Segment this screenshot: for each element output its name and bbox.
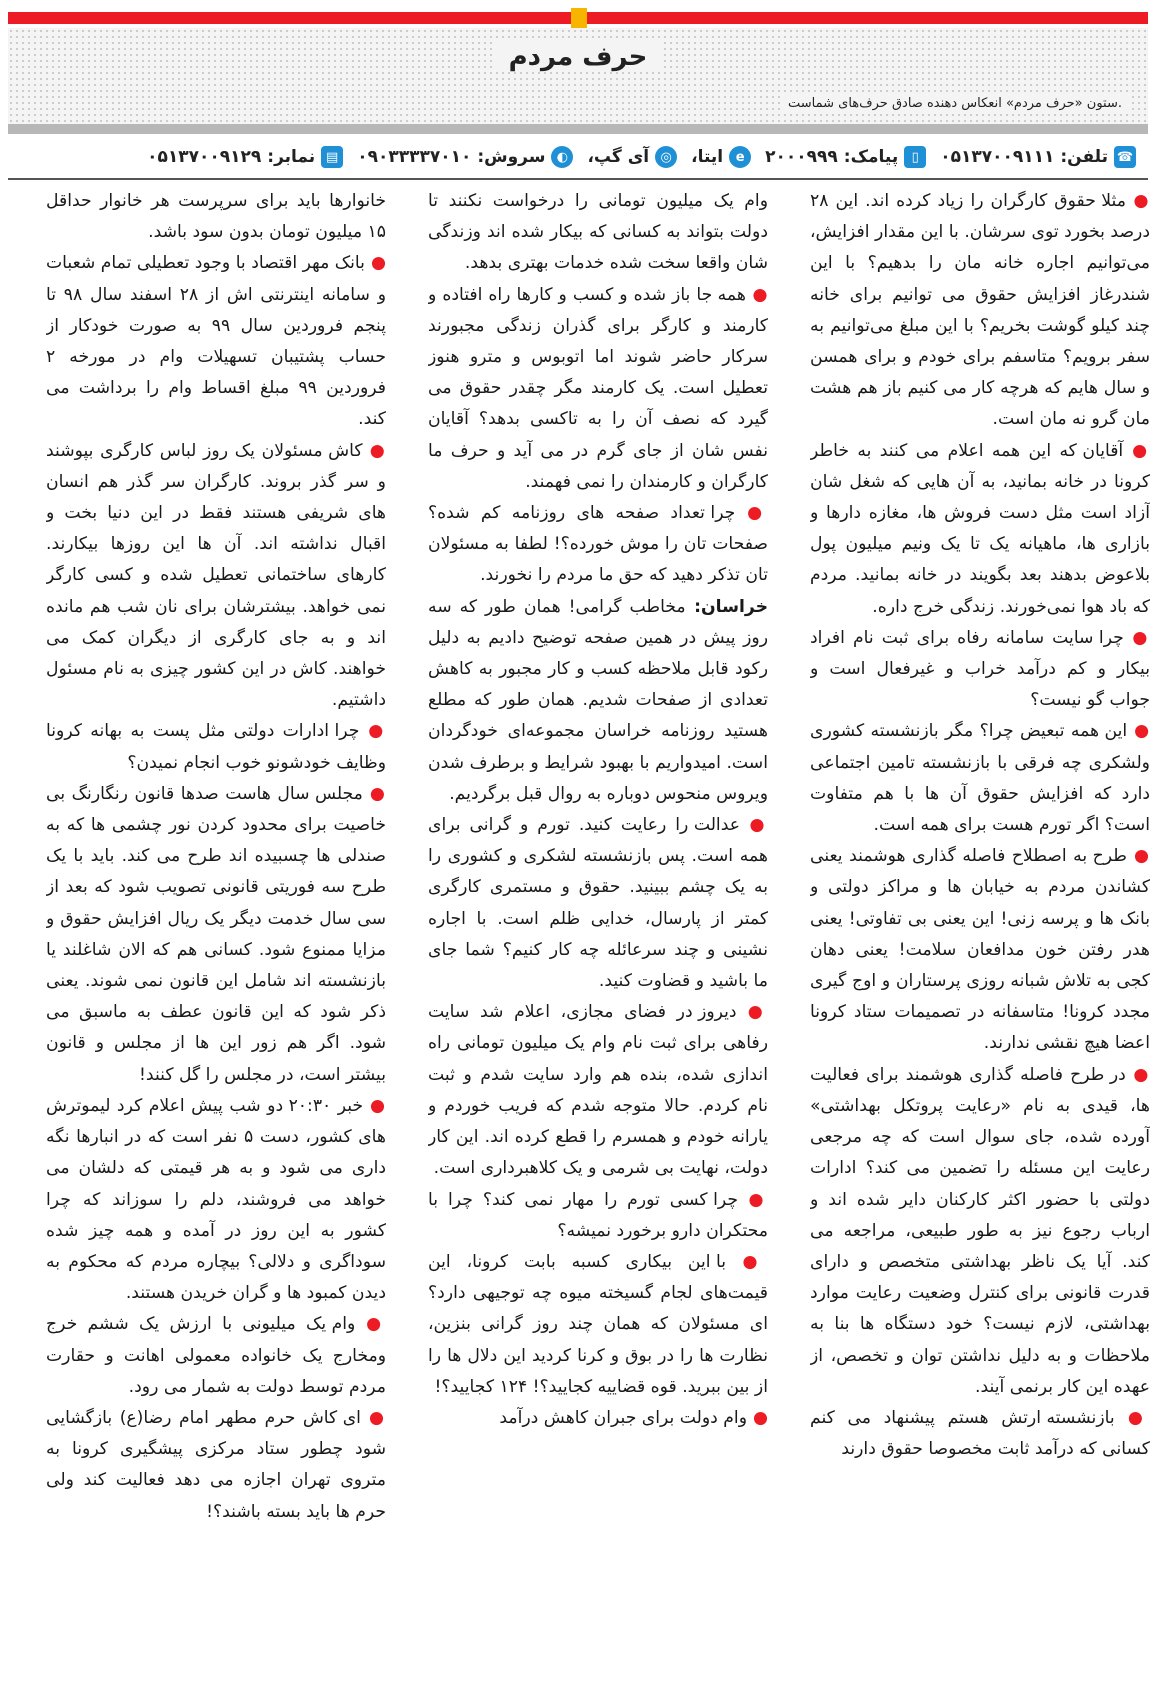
header-divider	[8, 124, 1148, 134]
comment-paragraph	[46, 779, 386, 1091]
contact-value: ۰۵۱۳۷۰۰۹۱۱۱	[940, 147, 1055, 167]
contact-label: آی گپ،	[587, 147, 650, 167]
comment-paragraph	[46, 1091, 386, 1309]
bullet-icon: ●	[1127, 721, 1150, 742]
comment-text: چرا سایت سامانه رفاه برای ثبت نام افراد بیکار و کم درآمد خراب و غیرفعال است و جواب گو نیست؟	[810, 627, 1150, 711]
contact-label: تلفن:	[1060, 147, 1108, 167]
contact-igap	[587, 146, 677, 168]
reply-label: خراسان:	[685, 596, 768, 617]
sms-icon: ▯	[904, 146, 926, 168]
bullet-icon: ●	[737, 1189, 768, 1210]
bullet-icon: ●	[745, 284, 768, 305]
comment-text: با این بیکاری کسبه بابت کرونا، این قیمت‌های لجام گسیخته میوه چه توجیهی دارد؟ ای مسئولان که همان چند روز گرانی بنزین، نظارت ها را در بوق و کرنا کردید این دلال ها را از بین ببرید. قوه قضاییه کجایید؟! ۱۲۴ کجایید؟!	[428, 1251, 768, 1397]
comment-text: بانک مهر اقتصاد با وجود تعطیلی تمام شعبات و سامانه اینترنتی اش از ۲۸ اسفند سال ۹۸ تا پنجم فروردین سال ۹۹ به صورت خودکار از حساب پشتیبان تسهیلات وام در مورخه ۲ فروردین ۹۹ مبلغ اقساط وام را برداشت می کند.	[46, 253, 386, 430]
comment-paragraph	[810, 186, 1150, 436]
comment-text: وام یک میلیون تومانی را درخواست نکنند تا دولت بتواند به کسانی که بیکار شده اند وزندگی شان واقعا سخت شده خدمات بهتری بدهد.	[428, 191, 768, 274]
comment-text: بازنشسته ارتش هستم پیشنهاد می کنم کسانی که درآمد ثابت مخصوصا حقوق دارند	[810, 1407, 1150, 1460]
contact-label: نمابر:	[267, 147, 316, 167]
bullet-icon: ●	[747, 1407, 768, 1428]
bullet-icon: ●	[1125, 191, 1150, 211]
comment-paragraph	[810, 1060, 1150, 1403]
comment-text: عدالت را رعایت کنید. تورم و گرانی برای همه است. پس بازنشسته لشکری و کشوری را به یک چشم ببینید. حقوق و مستمری کارگری کمتر از پارسال، خدایی ظلم است. با اجاره نشینی و چند سرعائله چه کار کنیم؟ شما جای ما باشید و قضاوت کنید.	[428, 815, 768, 992]
article-columns	[18, 186, 1150, 1686]
bullet-icon: ●	[735, 503, 768, 524]
bullet-icon: ●	[736, 1002, 768, 1023]
comment-paragraph	[46, 716, 386, 778]
column-1	[810, 186, 1150, 1686]
contact-sms	[765, 146, 926, 168]
igap-icon: ◎	[655, 146, 677, 168]
bullet-icon: ●	[364, 253, 386, 274]
section-header	[8, 28, 1148, 124]
comment-paragraph	[428, 280, 768, 498]
bullet-icon: ●	[740, 815, 768, 836]
page-title: حرف مردم	[8, 42, 1148, 72]
comment-paragraph	[46, 1309, 386, 1403]
comment-text: خانوارها باید برای سرپرست هر خانوار حداقل ۱۵ میلیون تومان بدون سود باشد.	[46, 191, 386, 243]
bullet-icon: ●	[1123, 440, 1150, 461]
comment-paragraph	[428, 1247, 768, 1403]
contact-value: ۰۹۰۳۳۳۳۷۰۱۰	[357, 147, 472, 167]
comment-paragraph	[46, 186, 386, 248]
bullet-icon: ●	[1123, 627, 1150, 648]
bullet-icon: ●	[1125, 1064, 1150, 1085]
contact-label: پیامک:	[843, 147, 899, 167]
column-2	[428, 186, 768, 1686]
comment-paragraph	[46, 436, 386, 717]
comment-text: مجلس سال هاست صدها قانون رنگارنگ بی خاصیت برای محدود کردن نور چشمی ها که به صندلی ها چسبیده اند طرح می کند. باید با یک طرح سه فوریتی قانونی تصویب شود که بعد از سی سال خدمت دیگر یک ریال افزایش حقوق و مزایا ممنوع شود. کسانی هم که الان شاغلند یا بازنشسته اند شامل این قانون نمی شوند. یعنی ذکر شود که این قانون عطف به ماسبق می شود. اگر هم زور این ها از مجلس و قانون بیشتر است، در مجلس را گل کنند!	[46, 783, 386, 1085]
fax-icon: ▤	[321, 146, 343, 168]
bullet-icon: ●	[726, 1251, 768, 1272]
contact-fax	[147, 146, 343, 168]
page-subtitle: ستون «حرف مردم» انعکاس دهنده صادق حرف‌های شماست.	[782, 94, 1128, 113]
comment-paragraph	[428, 810, 768, 997]
comment-paragraph	[428, 1185, 768, 1247]
bullet-icon: ●	[1114, 1407, 1150, 1428]
eitaa-icon: e	[729, 146, 751, 168]
comment-paragraph	[428, 997, 768, 1184]
comment-paragraph	[46, 248, 386, 435]
comment-text: وام یک میلیونی با ارزش یک ششم خرج ومخارج یک خانواده معمولی اهانت و حقارت مردم توسط دولت به شمار می رود.	[46, 1314, 386, 1397]
bullet-icon: ●	[355, 1314, 386, 1335]
bullet-icon: ●	[362, 440, 386, 461]
column-3	[46, 186, 386, 1686]
contact-divider	[8, 178, 1148, 180]
bullet-icon: ●	[362, 783, 386, 804]
contact-value: ۰۵۱۳۷۰۰۹۱۲۹	[147, 147, 262, 167]
comment-text: چرا کسی تورم را مهار نمی کند؟ چرا با محتکران دارو برخورد نمیشه؟	[428, 1189, 768, 1241]
bullet-icon: ●	[359, 721, 386, 742]
comment-paragraph	[428, 1403, 768, 1434]
comment-text: چرا تعداد صفحه های روزنامه کم شده؟ صفحات تان را موش خورده؟! لطفا به مسئولان تان تذکر دهید که حق ما مردم را نخورند.	[428, 503, 768, 586]
comment-paragraph	[46, 1403, 386, 1528]
comment-text: در طرح فاصله گذاری هوشمند برای فعالیت ها، قیدی به نام «رعایت پروتکل بهداشتی» آورده شده، جای سوال است که چه مرجعی رعایت این مسئله را تضمین می کند؟ ادارات دولتی با حضور اکثر کارکنان دایر شده اند و ارباب رجوع نیز به طور طبیعی، مراجعه می کند. آیا یک ناظر بهداشتی متخصص و دارای قدرت قانونی برای کنترل وضعیت رعایت موارد بهداشتی، لازم نیست؟ خود دستگاه ها بنا به ملاحظات و به دلیل نداشتن توان و تخصص، از عهده این کار برنمی آیند.	[810, 1064, 1150, 1397]
comment-paragraph	[810, 841, 1150, 1059]
contact-eitaa	[691, 146, 751, 168]
comment-text: آقایان که این همه اعلام می کنند به خاطر کرونا در خانه بمانید، به آن هایی که شغل شان آزاد است مثل دست فروش ها، مغازه دارها و بازاری ها، ماهیانه یک تا یک ونیم میلیون پول بلاعوض بدهند بعد بگویند در خانه بمانید. مردم که باد هوا نمی‌خورند. زندگی خرج داره.	[810, 440, 1150, 617]
comment-text: کاش مسئولان یک روز لباس کارگری بپوشند و سر گذر بروند. کارگران سر گذر هم انسان های شریفی هستند فقط در این دنیا بخت و اقبال نداشته اند. آن ها این روزها بیکارند. کارهای ساختمانی تعطیل شده و کسی کارگر نمی خواهد. بیشترشان برای نان شب هم مانده اند و به جای کارگری از دیگران کمک می خواهند. کاش در این کشور چیزی به نام مسئول داشتیم.	[46, 440, 386, 711]
comment-text: این همه تبعیض چرا؟ مگر بازنشسته کشوری ولشکری چه فرقی با بازنشسته تامین اجتماعی دارد که افزایش حقوق آن ها با هم متفاوت است؟ اگر تورم هست برای همه است.	[810, 721, 1150, 836]
comment-text: همه جا باز شده و کسب و کارها راه افتاده و کارمند و کارگر برای گذران زندگی مجبورند سرکار حاضر شوند اما اتوبوس و مترو هنوز تعطیل است. یک کارمند مگر چقدر حقوق می گیرد که نصف آن را به تاکسی بدهد؟ آقایان نفس شان از جای گرم در می آید و حرف ما کارگران و کارمندان را نمی فهمند.	[428, 284, 768, 492]
comment-paragraph	[810, 623, 1150, 717]
soroush-icon: ◐	[551, 146, 573, 168]
comment-text: مثلا حقوق کارگران را زیاد کرده اند. این ۲۸ درصد بخورد توی سرشان. با این مقدار افزایش، می‌توانیم اجاره خانه مان را بدهیم؟ با این شندرغاز افزایش حقوق می توانیم برای خانه چند کیلو گوشت بخریم؟ با این مبلغ می‌توانیم به سفر برویم؟ متاسفم برای خودم و برای همسن و سال هایم که هرچه کار می کنیم باز هم هشت مان گرو نه مان است.	[810, 191, 1150, 430]
comment-text: وام دولت برای جبران کاهش درآمد	[499, 1407, 748, 1428]
comment-paragraph	[428, 592, 768, 810]
comment-text: ای کاش حرم مطهر امام رضا(ع) بازگشایی شود چطور ستاد مرکزی پیشگیری کرونا به متروی تهران اجازه می دهد فعالیت کند ولی حرم ها باید بسته باشند؟!	[46, 1407, 386, 1522]
bullet-icon: ●	[1126, 846, 1150, 867]
comment-text: چرا ادارات دولتی مثل پست به بهانه کرونا وظایف خودشونو خوب انجام نمیدن؟	[46, 721, 386, 773]
contact-label: ایتا،	[691, 147, 724, 167]
comment-paragraph	[810, 1403, 1150, 1465]
contact-value: ۲۰۰۰۹۹۹	[765, 147, 838, 167]
comment-paragraph	[428, 498, 768, 592]
contact-bar	[8, 142, 1148, 172]
comment-text: طرح به اصطلاح فاصله گذاری هوشمند یعنی کشاندن مردم به خیابان ها و مراکز دولتی و بانک ها و پرسه زنی! این یعنی بی تفاوتی! یعنی هدر رفتن خون مدافعان سلامت! یعنی دهان کجی به تلاش شبانه روزی پرستاران و اوج گیری مجدد کرونا! متاسفانه در تصمیمات ستاد کرونا اعضا هیچ نقشی ندارند.	[810, 846, 1150, 1054]
comment-paragraph	[810, 716, 1150, 841]
bullet-icon: ●	[360, 1407, 386, 1428]
contact-soroush	[357, 146, 573, 168]
comment-paragraph	[428, 186, 768, 280]
comment-text: خبر ۲۰:۳۰ دو شب پیش اعلام کرد لیموترش های کشور، دست ۵ نفر است که در انبارها نگه داری می شود و به هر قیمتی که دلشان می خواهد می فروشند، دلم را سوزاند که چرا کشور به این روز در آمده و همه چیز شده سوداگری و دلالی؟ بیچاره مردم که محکوم به دیدن کمبود ها و گران خریدن هستند.	[46, 1095, 386, 1304]
comment-paragraph	[810, 436, 1150, 623]
bullet-icon: ●	[363, 1095, 386, 1116]
contact-phone	[940, 146, 1136, 168]
contact-label: سروش:	[477, 147, 546, 167]
comment-text: مخاطب گرامی! همان طور که سه روز پیش در همین صفحه توضیح دادیم به دلیل رکود قابل ملاحظه کسب و کار مجبور به کاهش تعدادی از صفحات شدیم. همان طور که مطلع هستید روزنامه خراسان مجموعه‌ای خودگردان است. امیدواریم با بهبود شرایط و برطرف شدن ویروس منحوس دوباره به روال قبل برگردیم.	[428, 596, 768, 804]
comment-text: دیروز در فضای مجازی، اعلام شد سایت رفاهی برای ثبت نام وام یک میلیون تومانی راه اندازی شده، بنده هم وارد سایت شدم و ثبت نام کردم. حالا متوجه شدم که فریب خوردم و یارانه خودم و همسرم را قطع کرده اند. این کار دولت، نهایت بی شرمی و یک کلاهبرداری است.	[428, 1002, 768, 1179]
phone-icon: ☎	[1114, 146, 1136, 168]
